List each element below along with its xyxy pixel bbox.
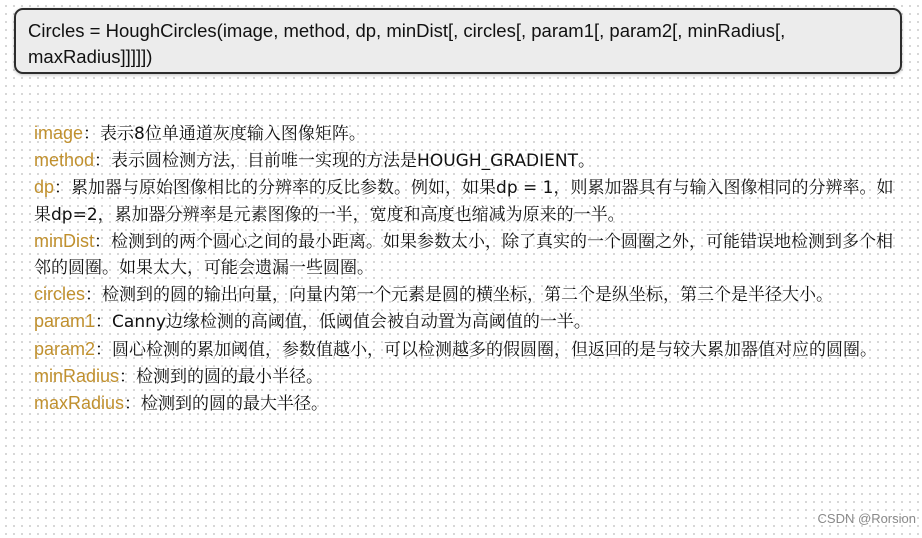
param-name: dp xyxy=(34,177,55,198)
param-item-circles xyxy=(34,281,900,308)
param-name: minDist xyxy=(34,230,95,251)
param-item-mindist xyxy=(34,228,900,281)
param-separator: ： xyxy=(54,178,72,199)
param-separator: ： xyxy=(94,231,112,252)
parameter-list xyxy=(34,120,900,417)
param-item-maxradius xyxy=(34,390,900,417)
param-item-param2 xyxy=(34,336,900,363)
param-description: 累加器与原始图像相比的分辨率的反比参数。例如，如果dp = 1，则累加器具有与输入图像相同的分辨率。如果dp=2，累加器分辨率是元素图像的一半，宽度和高度也缩减为原来的一半。 xyxy=(34,178,894,225)
param-name: param1 xyxy=(34,311,96,332)
param-separator: ： xyxy=(83,124,101,144)
param-separator: ： xyxy=(94,151,112,172)
param-description: 检测到的圆的最小半径。 xyxy=(136,366,324,387)
function-signature-line-2: maxRadius]]]]]) xyxy=(28,46,153,67)
param-separator: ： xyxy=(119,366,137,387)
function-signature-line-1: Circles = HoughCircles(image, method, dp, minDist[, circles[, param1[, param2[, minRadius[, xyxy=(28,20,786,41)
param-item-method xyxy=(34,147,900,174)
param-separator: ： xyxy=(85,285,103,306)
param-description: 检测到的圆的最大半径。 xyxy=(141,394,329,415)
param-name: minRadius xyxy=(34,365,120,386)
param-description: Canny边缘检测的高阈值，低阈值会被自动置为高阈值的一半。 xyxy=(112,312,591,333)
param-description: 检测到的圆的输出向量，向量内第一个元素是圆的横坐标，第二个是纵坐标，第三个是半径大小。 xyxy=(102,285,834,306)
param-description: 表示圆检测方法，目前唯一实现的方法是HOUGH_GRADIENT。 xyxy=(111,151,595,172)
param-description: 表示8位单通道灰度输入图像矩阵。 xyxy=(100,124,366,144)
param-description: 检测到的两个圆心之间的最小距离。如果参数太小，除了真实的一个圆圈之外，可能错误地检测到多个相邻的圆圈。如果太大，可能会遗漏一些圆圈。 xyxy=(34,231,894,279)
param-name: image xyxy=(34,123,84,143)
param-item-param1 xyxy=(34,308,900,335)
function-signature-box xyxy=(14,8,902,74)
param-item-dp xyxy=(34,174,900,227)
param-item-minradius xyxy=(34,363,900,390)
param-item-image xyxy=(34,120,900,147)
param-name: circles xyxy=(34,284,86,305)
param-name: param2 xyxy=(34,338,96,359)
param-separator: ： xyxy=(124,394,142,415)
param-separator: ： xyxy=(95,339,113,360)
param-name: method xyxy=(34,150,95,171)
param-description: 圆心检测的累加阈值，参数值越小，可以检测越多的假圆圈，但返回的是与较大累加器值对应的圆圈。 xyxy=(112,339,878,360)
param-name: maxRadius xyxy=(34,393,125,414)
param-separator: ： xyxy=(95,312,113,333)
watermark: CSDN @Rorsion xyxy=(817,511,916,526)
